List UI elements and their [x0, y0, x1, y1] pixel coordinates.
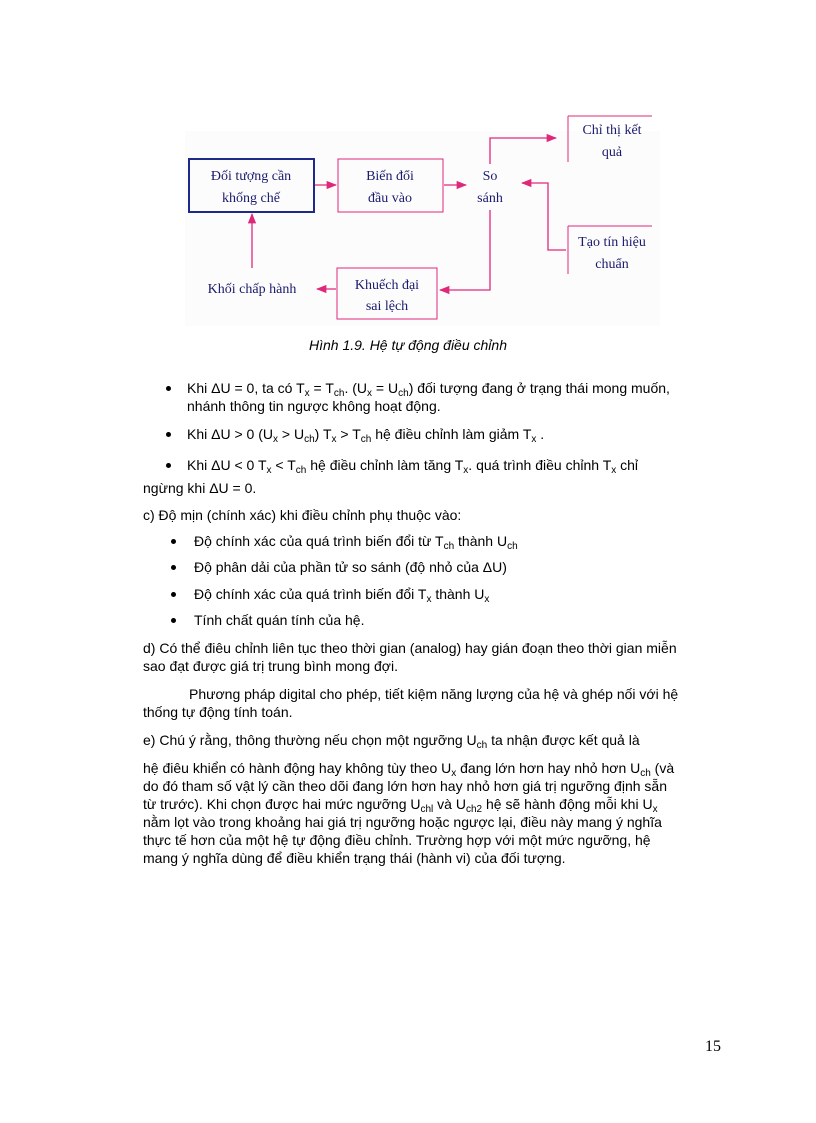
section-e-line5: nằm lọt vào trong khoảng hai giá trị ngưỡng hoặc ngược lại, điều này mang ý nghĩa [143, 814, 662, 830]
box-amplifier-line1: Khuếch đại [354, 278, 420, 293]
page-number: 15 [705, 1038, 721, 1055]
bullet-1-line2: nhánh thông tin ngược không hoạt động. [187, 398, 441, 414]
box-object-line1: Đối tượng cần [210, 169, 292, 184]
bullet-dot [166, 432, 171, 437]
section-d-para-line2: thống tự động tính toán. [143, 704, 293, 720]
section-e-line4: từ trước). Khi chọn được hai mức ngưỡng $U_{chl}$ và $U_{ch2}$ hệ sẽ hành động mỗi khi $U_x$ [143, 796, 658, 815]
box-input-line1: Biến đổi [366, 169, 414, 184]
bullet-2: Khi ΔU > 0 $(U_x > U_{ch}) T_x > T_{ch}$ hệ điều chỉnh làm giảm $T_x$ . [187, 426, 545, 445]
section-c-item-1: Độ chính xác của quá trình biến đổi từ $T_{ch}$ thành $U_{ch}$ [194, 533, 518, 552]
box-amplifier-line2: sai lệch [365, 299, 409, 314]
box-object-line2: khống chế [222, 191, 280, 206]
block-diagram [0, 0, 816, 340]
box-display-line2: quả [601, 145, 623, 160]
bullet-1: Khi ΔU = 0, ta có $T_x = T_{ch}$. $(U_x = U_{ch})$ đối tượng đang ở trạng thái mong muốn, [187, 380, 670, 399]
bullet-3-continuation: ngừng khi ΔU = 0. [143, 480, 257, 496]
box-reference-line2: chuẩn [595, 257, 629, 272]
box-reference-line1: Tạo tín hiệu [578, 235, 646, 250]
section-d-line1: d) Có thể điêu chỉnh liên tục theo thời gian (analog) hay gián đoạn theo thời gian miễn [143, 640, 677, 656]
section-c-item-2: Độ phân dải của phần tử so sánh (độ nhỏ của ΔU) [194, 559, 507, 575]
bullet-dot [166, 463, 171, 468]
bullet-dot [171, 539, 176, 544]
box-display-line1: Chỉ thị kết [582, 123, 642, 138]
bullet-dot [171, 565, 176, 570]
section-e-line3: do đó tham số vật lý cần theo dõi đang lớn hơn hay nhỏ hơn giá trị ngưỡng định sẵn [143, 778, 667, 794]
section-e-line1: e) Chú ý rằng, thông thường nếu chọn một ngưỡng $U_{ch}$ ta nhận được kết quả là [143, 732, 640, 751]
section-d-para-line1: Phương pháp digital cho phép, tiết kiệm năng lượng của hệ và ghép nối với hệ [189, 686, 679, 702]
bullet-dot [166, 386, 171, 391]
box-compare-line1: So [482, 169, 498, 184]
section-e-line7: mang ý nghĩa dùng để điều khiển trạng thái (hành vi) của đối tượng. [143, 850, 566, 866]
box-compare-line2: sánh [477, 191, 503, 206]
bullet-dot [171, 618, 176, 623]
section-e-line2: hệ điêu khiển có hành động hay không tùy theo $U_x$ đang lớn hơn hay nhỏ hơn $U_{ch}$ (và [143, 760, 675, 779]
section-c-heading: c) Độ mịn (chính xác) khi điều chỉnh phụ thuộc vào: [143, 507, 462, 523]
box-actuator: Khối chấp hành [207, 282, 297, 297]
figure-caption: Hình 1.9. Hệ tự động điều chỉnh [308, 337, 507, 353]
box-input-line2: đầu vào [368, 191, 412, 206]
bullet-3: Khi ΔU < 0 $T_x < T_{ch}$ hệ điều chỉnh làm tăng $T_x$. quá trình điều chỉnh $T_x$ chỉ [187, 457, 639, 476]
section-c-item-4: Tính chất quán tính của hệ. [194, 612, 365, 628]
bullet-dot [171, 592, 176, 597]
section-c-item-3: Độ chính xác của quá trình biến đổi $T_x$ thành $U_x$ [194, 586, 490, 605]
section-e-line6: thực tế hơn của một hệ tự động điều chỉnh. Trường hợp với một mức ngưỡng, hệ [143, 832, 651, 848]
section-d-line2: sao đạt được giá trị trung bình mong đợi. [143, 658, 398, 674]
